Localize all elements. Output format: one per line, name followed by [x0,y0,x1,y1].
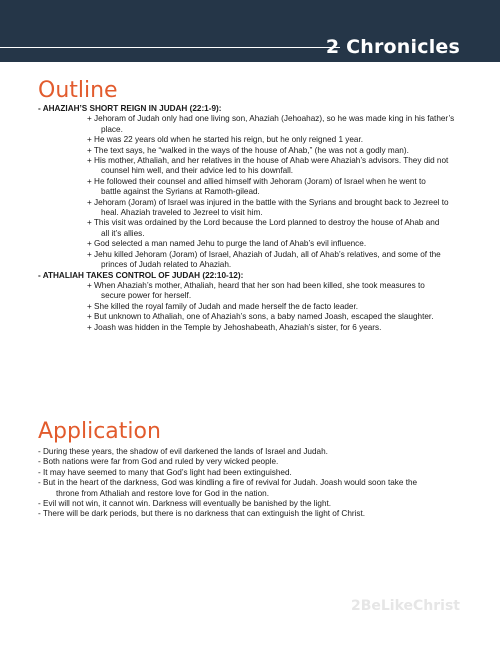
outline-item-text: + Jehoram (Joram) of Israel was injured in the battle with the Syrians and brought back to Jezreel to [87,197,449,207]
application-list-item [38,499,468,509]
outline-list-item [38,250,468,271]
outline-item-text: + His mother, Athaliah, and her relatives in the house of Ahab were Ahaziah’s advisors. They did not [87,156,449,166]
outline-item-text: + He followed their counsel and allied himself with Jehoram (Joram) of Israel when he went to [87,176,426,186]
outline-list-item [38,312,468,322]
application-list-item [38,447,468,457]
application-list-item [38,509,468,519]
outline-item-continuation: secure power for herself. [101,291,192,301]
header-divider [0,47,340,48]
outline-item-text: + Jehu killed Jehoram (Joram) of Israel, Ahaziah of Judah, all of Ahab’s relatives, and some of the [87,249,441,259]
outline-item-text: + But unknown to Athaliah, one of Ahaziah’s sons, a baby named Joash, escaped the slaughter. [87,312,434,322]
page-title: 2 Chronicles [325,36,460,58]
application-list-item [38,468,468,478]
application-body [38,447,468,520]
outline-item-continuation: princes of Judah related to Ahaziah. [101,260,232,270]
outline-section-heading: - AHAZIAH’S SHORT REIGN IN JUDAH (22:1-9): [38,104,222,113]
header-bar [0,0,500,62]
outline-item-continuation: place. [101,124,123,134]
application-item-text: - But in the heart of the darkness, God was kindling a fire of revival for Judah. Joash would soon take the [38,478,418,488]
footer-brand: 2BeLikeChrist [350,598,460,614]
outline-item-text: + The text says, he “walked in the ways of the house of Ahab,” (he was not a godly man). [87,145,409,155]
outline-list-item [38,302,468,312]
application-title: Application [38,419,161,444]
outline-item-text: + He was 22 years old when he started his reign, but he only reigned 1 year. [87,135,364,145]
outline-list-item [38,323,468,333]
outline-item-continuation: battle against the Syrians at Ramoth-gilead. [101,187,260,197]
outline-item-text: + When Ahaziah’s mother, Athaliah, heard that her son had been killed, she took measures to [87,280,425,290]
outline-item-text: + God selected a man named Jehu to purge the land of Ahab’s evil influence. [87,239,367,249]
outline-list-item [38,177,468,198]
outline-item-text: + She killed the royal family of Judah and made herself the de facto leader. [87,301,359,311]
outline-list-item [38,281,468,302]
outline-list-item [38,135,468,145]
outline-list-item [38,198,468,219]
application-item-text: - During these years, the shadow of evil darkened the lands of Israel and Judah. [38,447,328,456]
outline-body [38,104,468,333]
application-item-text: - Both nations were far from God and ruled by very wicked people. [38,457,279,467]
application-item-text: - There will be dark periods, but there is no darkness that can extinguish the light of Christ. [38,509,366,519]
outline-title: Outline [38,78,118,103]
outline-item-text: + This visit was ordained by the Lord because the Lord planned to destroy the house of Ahab and [87,218,440,228]
outline-list-item [38,239,468,249]
application-item-text: - Evil will not win, it cannot win. Darkness will eventually be banished by the light. [38,499,332,509]
outline-section-heading: - ATHALIAH TAKES CONTROL OF JUDAH (22:10-12): [38,270,244,280]
outline-list-item [38,156,468,177]
outline-item-text: + Joash was hidden in the Temple by Jehoshabeath, Ahaziah’s sister, for 6 years. [87,322,382,332]
outline-item-text: + Jehoram of Judah only had one living son, Ahaziah (Jehoahaz), so he was made king in his father’s [87,114,455,124]
outline-item-continuation: all it’s allies. [101,228,145,238]
application-item-text: - It may have seemed to many that God’s light had been extinguished. [38,467,292,477]
outline-list-item [38,146,468,156]
application-item-continuation: throne from Athaliah and restore love for God in the nation. [56,488,270,498]
application-list-item [38,457,468,467]
outline-list-item [38,114,468,135]
outline-item-continuation: heal. Ahaziah traveled to Jezreel to visit him. [101,208,263,218]
application-list-item [38,478,468,499]
outline-list-item [38,218,468,239]
outline-item-continuation: counsel him well, and their advice led to his downfall. [101,166,294,176]
